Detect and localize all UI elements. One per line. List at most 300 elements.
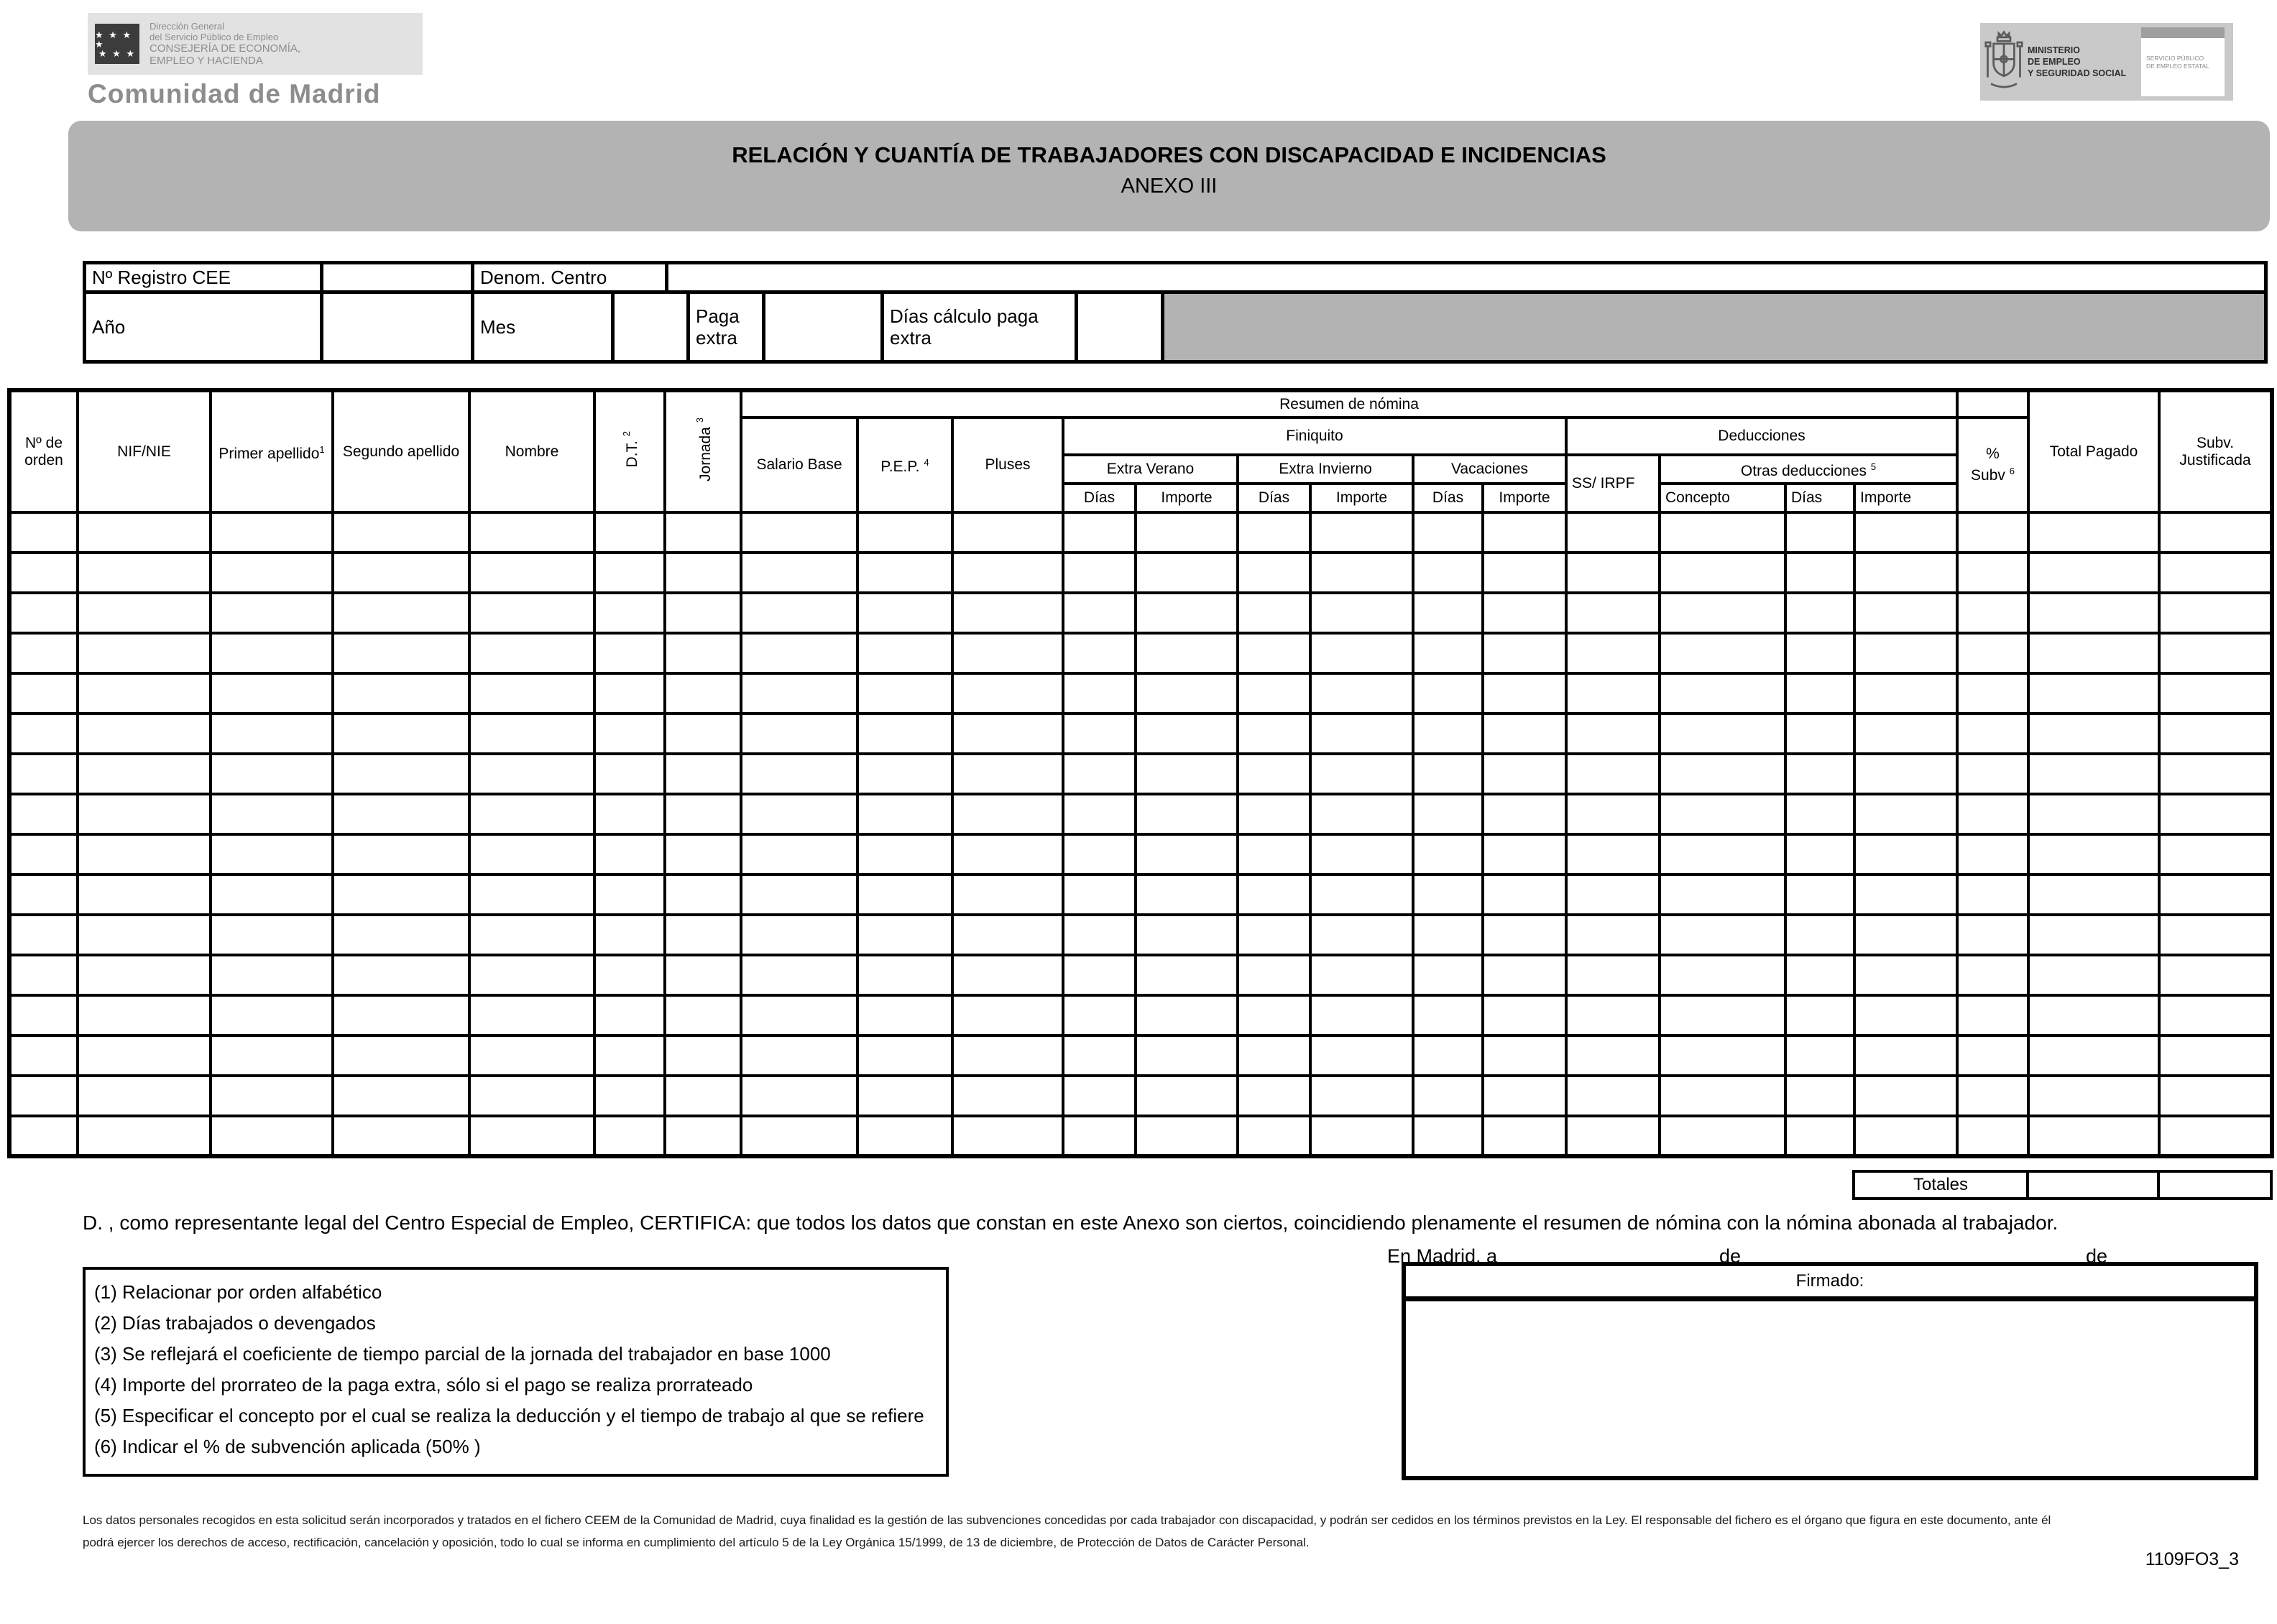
worker-cell[interactable] — [741, 553, 857, 593]
worker-cell[interactable] — [1136, 995, 1238, 1035]
worker-cell[interactable] — [741, 794, 857, 834]
worker-cell[interactable] — [1785, 714, 1854, 754]
worker-cell[interactable] — [1413, 834, 1483, 875]
worker-cell[interactable] — [952, 633, 1063, 673]
worker-cell[interactable] — [1957, 593, 2028, 633]
worker-cell[interactable] — [2028, 794, 2159, 834]
worker-cell[interactable] — [9, 995, 78, 1035]
worker-cell[interactable] — [78, 714, 211, 754]
worker-cell[interactable] — [1566, 633, 1660, 673]
worker-cell[interactable] — [1310, 834, 1413, 875]
worker-cell[interactable] — [1785, 1076, 1854, 1116]
worker-cell[interactable] — [741, 1076, 857, 1116]
worker-cell[interactable] — [333, 754, 469, 794]
worker-cell[interactable] — [78, 915, 211, 955]
worker-cell[interactable] — [1063, 512, 1136, 553]
worker-cell[interactable] — [1063, 673, 1136, 714]
worker-cell[interactable] — [1063, 1035, 1136, 1076]
worker-cell[interactable] — [1854, 995, 1957, 1035]
worker-cell[interactable] — [1660, 673, 1785, 714]
worker-cell[interactable] — [1310, 512, 1413, 553]
worker-cell[interactable] — [1063, 995, 1136, 1035]
worker-cell[interactable] — [1660, 915, 1785, 955]
worker-cell[interactable] — [594, 794, 665, 834]
worker-cell[interactable] — [857, 875, 952, 915]
worker-cell[interactable] — [2028, 1035, 2159, 1076]
worker-cell[interactable] — [665, 1035, 741, 1076]
worker-cell[interactable] — [1310, 633, 1413, 673]
worker-cell[interactable] — [1413, 714, 1483, 754]
worker-cell[interactable] — [1413, 1116, 1483, 1156]
worker-cell[interactable] — [1413, 1076, 1483, 1116]
worker-cell[interactable] — [1238, 673, 1310, 714]
worker-cell[interactable] — [594, 834, 665, 875]
worker-cell[interactable] — [1854, 673, 1957, 714]
worker-cell[interactable] — [211, 512, 333, 553]
worker-cell[interactable] — [1413, 593, 1483, 633]
worker-cell[interactable] — [857, 915, 952, 955]
worker-cell[interactable] — [741, 834, 857, 875]
worker-cell[interactable] — [333, 995, 469, 1035]
worker-cell[interactable] — [1957, 875, 2028, 915]
worker-cell[interactable] — [665, 512, 741, 553]
worker-cell[interactable] — [1957, 714, 2028, 754]
worker-cell[interactable] — [952, 714, 1063, 754]
worker-cell[interactable] — [1957, 1076, 2028, 1116]
worker-cell[interactable] — [741, 512, 857, 553]
worker-cell[interactable] — [333, 834, 469, 875]
worker-cell[interactable] — [1413, 754, 1483, 794]
worker-cell[interactable] — [1957, 834, 2028, 875]
worker-cell[interactable] — [594, 995, 665, 1035]
worker-cell[interactable] — [1310, 1035, 1413, 1076]
worker-cell[interactable] — [9, 915, 78, 955]
worker-cell[interactable] — [1238, 1035, 1310, 1076]
worker-cell[interactable] — [211, 1035, 333, 1076]
worker-cell[interactable] — [9, 875, 78, 915]
worker-cell[interactable] — [1660, 512, 1785, 553]
worker-cell[interactable] — [9, 754, 78, 794]
worker-cell[interactable] — [78, 1116, 211, 1156]
worker-cell[interactable] — [9, 593, 78, 633]
worker-cell[interactable] — [78, 955, 211, 995]
worker-cell[interactable] — [2028, 633, 2159, 673]
worker-cell[interactable] — [2159, 955, 2272, 995]
worker-cell[interactable] — [1063, 1076, 1136, 1116]
worker-cell[interactable] — [1136, 1116, 1238, 1156]
worker-cell[interactable] — [857, 593, 952, 633]
worker-cell[interactable] — [1238, 593, 1310, 633]
worker-cell[interactable] — [9, 714, 78, 754]
worker-cell[interactable] — [1660, 1076, 1785, 1116]
worker-cell[interactable] — [857, 1076, 952, 1116]
worker-cell[interactable] — [78, 673, 211, 714]
worker-cell[interactable] — [665, 875, 741, 915]
worker-cell[interactable] — [1310, 593, 1413, 633]
worker-cell[interactable] — [857, 834, 952, 875]
worker-cell[interactable] — [2159, 794, 2272, 834]
worker-cell[interactable] — [1136, 754, 1238, 794]
worker-cell[interactable] — [2159, 593, 2272, 633]
worker-cell[interactable] — [1566, 754, 1660, 794]
worker-cell[interactable] — [211, 794, 333, 834]
worker-cell[interactable] — [665, 1116, 741, 1156]
worker-cell[interactable] — [741, 1116, 857, 1156]
worker-cell[interactable] — [1238, 1116, 1310, 1156]
worker-cell[interactable] — [1957, 995, 2028, 1035]
worker-cell[interactable] — [1483, 1116, 1566, 1156]
denom-centro-field[interactable] — [668, 264, 2264, 290]
worker-cell[interactable] — [78, 1076, 211, 1116]
worker-cell[interactable] — [1483, 915, 1566, 955]
worker-cell[interactable] — [1238, 553, 1310, 593]
worker-cell[interactable] — [594, 754, 665, 794]
worker-cell[interactable] — [211, 834, 333, 875]
worker-cell[interactable] — [1063, 754, 1136, 794]
worker-cell[interactable] — [1854, 593, 1957, 633]
worker-cell[interactable] — [1854, 512, 1957, 553]
worker-cell[interactable] — [78, 794, 211, 834]
worker-cell[interactable] — [741, 714, 857, 754]
worker-cell[interactable] — [1413, 995, 1483, 1035]
worker-cell[interactable] — [1063, 875, 1136, 915]
worker-cell[interactable] — [1413, 673, 1483, 714]
worker-cell[interactable] — [665, 915, 741, 955]
worker-cell[interactable] — [78, 633, 211, 673]
worker-cell[interactable] — [1785, 633, 1854, 673]
worker-cell[interactable] — [1238, 714, 1310, 754]
worker-cell[interactable] — [211, 1076, 333, 1116]
worker-cell[interactable] — [1063, 633, 1136, 673]
paga-extra-field[interactable] — [765, 294, 884, 360]
worker-cell[interactable] — [1238, 915, 1310, 955]
worker-cell[interactable] — [2159, 875, 2272, 915]
worker-cell[interactable] — [1238, 754, 1310, 794]
worker-cell[interactable] — [1310, 714, 1413, 754]
worker-cell[interactable] — [1238, 995, 1310, 1035]
worker-cell[interactable] — [741, 995, 857, 1035]
worker-cell[interactable] — [1854, 1116, 1957, 1156]
worker-cell[interactable] — [1413, 1035, 1483, 1076]
worker-cell[interactable] — [469, 553, 594, 593]
worker-cell[interactable] — [857, 1116, 952, 1156]
worker-cell[interactable] — [78, 512, 211, 553]
worker-cell[interactable] — [1785, 1116, 1854, 1156]
worker-cell[interactable] — [1660, 633, 1785, 673]
worker-cell[interactable] — [1136, 1076, 1238, 1116]
worker-cell[interactable] — [1136, 1035, 1238, 1076]
worker-cell[interactable] — [1785, 875, 1854, 915]
worker-cell[interactable] — [2028, 1076, 2159, 1116]
worker-cell[interactable] — [1660, 714, 1785, 754]
worker-cell[interactable] — [594, 955, 665, 995]
worker-cell[interactable] — [1854, 553, 1957, 593]
worker-cell[interactable] — [1660, 955, 1785, 995]
worker-cell[interactable] — [2028, 1116, 2159, 1156]
worker-cell[interactable] — [665, 955, 741, 995]
worker-cell[interactable] — [1785, 593, 1854, 633]
worker-cell[interactable] — [1310, 754, 1413, 794]
worker-cell[interactable] — [741, 673, 857, 714]
worker-cell[interactable] — [2159, 754, 2272, 794]
worker-cell[interactable] — [333, 794, 469, 834]
worker-cell[interactable] — [78, 995, 211, 1035]
worker-cell[interactable] — [1854, 915, 1957, 955]
worker-cell[interactable] — [857, 1035, 952, 1076]
worker-cell[interactable] — [1566, 955, 1660, 995]
worker-cell[interactable] — [469, 593, 594, 633]
worker-cell[interactable] — [1136, 955, 1238, 995]
worker-cell[interactable] — [1238, 633, 1310, 673]
worker-cell[interactable] — [665, 633, 741, 673]
worker-cell[interactable] — [2028, 714, 2159, 754]
worker-cell[interactable] — [1136, 915, 1238, 955]
worker-cell[interactable] — [594, 714, 665, 754]
worker-cell[interactable] — [1136, 593, 1238, 633]
worker-cell[interactable] — [1957, 955, 2028, 995]
worker-cell[interactable] — [857, 512, 952, 553]
worker-cell[interactable] — [1310, 673, 1413, 714]
worker-cell[interactable] — [2159, 553, 2272, 593]
worker-cell[interactable] — [741, 754, 857, 794]
worker-cell[interactable] — [1957, 553, 2028, 593]
worker-cell[interactable] — [1854, 633, 1957, 673]
worker-cell[interactable] — [1310, 875, 1413, 915]
worker-cell[interactable] — [1136, 673, 1238, 714]
totales-total-pagado-field[interactable] — [2028, 1171, 2158, 1199]
worker-cell[interactable] — [1854, 1076, 1957, 1116]
worker-cell[interactable] — [1957, 512, 2028, 553]
worker-cell[interactable] — [9, 834, 78, 875]
worker-cell[interactable] — [1660, 995, 1785, 1035]
worker-cell[interactable] — [952, 834, 1063, 875]
worker-cell[interactable] — [952, 553, 1063, 593]
worker-cell[interactable] — [333, 1116, 469, 1156]
worker-cell[interactable] — [952, 673, 1063, 714]
worker-cell[interactable] — [9, 794, 78, 834]
worker-cell[interactable] — [1566, 995, 1660, 1035]
worker-cell[interactable] — [1566, 794, 1660, 834]
worker-cell[interactable] — [1413, 875, 1483, 915]
worker-cell[interactable] — [1483, 875, 1566, 915]
worker-cell[interactable] — [1483, 1076, 1566, 1116]
worker-cell[interactable] — [9, 512, 78, 553]
worker-cell[interactable] — [211, 995, 333, 1035]
worker-cell[interactable] — [1854, 714, 1957, 754]
worker-cell[interactable] — [1136, 714, 1238, 754]
worker-cell[interactable] — [857, 995, 952, 1035]
worker-cell[interactable] — [1566, 875, 1660, 915]
worker-cell[interactable] — [9, 633, 78, 673]
worker-cell[interactable] — [594, 673, 665, 714]
worker-cell[interactable] — [2159, 1116, 2272, 1156]
worker-cell[interactable] — [211, 553, 333, 593]
worker-cell[interactable] — [1483, 794, 1566, 834]
worker-cell[interactable] — [211, 593, 333, 633]
worker-cell[interactable] — [469, 633, 594, 673]
worker-cell[interactable] — [333, 673, 469, 714]
worker-cell[interactable] — [1063, 553, 1136, 593]
worker-cell[interactable] — [594, 915, 665, 955]
worker-cell[interactable] — [665, 553, 741, 593]
worker-cell[interactable] — [1483, 593, 1566, 633]
worker-cell[interactable] — [1785, 794, 1854, 834]
worker-cell[interactable] — [1566, 512, 1660, 553]
worker-cell[interactable] — [857, 553, 952, 593]
worker-cell[interactable] — [2159, 512, 2272, 553]
worker-cell[interactable] — [952, 1076, 1063, 1116]
worker-cell[interactable] — [211, 915, 333, 955]
worker-cell[interactable] — [1566, 1116, 1660, 1156]
worker-cell[interactable] — [2159, 995, 2272, 1035]
worker-cell[interactable] — [1566, 1076, 1660, 1116]
worker-cell[interactable] — [857, 955, 952, 995]
mes-field[interactable] — [615, 294, 690, 360]
worker-cell[interactable] — [1957, 633, 2028, 673]
worker-cell[interactable] — [469, 1076, 594, 1116]
worker-cell[interactable] — [1957, 754, 2028, 794]
worker-cell[interactable] — [1310, 915, 1413, 955]
worker-cell[interactable] — [594, 1076, 665, 1116]
worker-cell[interactable] — [1785, 834, 1854, 875]
worker-cell[interactable] — [1785, 995, 1854, 1035]
worker-cell[interactable] — [333, 915, 469, 955]
worker-cell[interactable] — [665, 794, 741, 834]
worker-cell[interactable] — [211, 754, 333, 794]
worker-cell[interactable] — [741, 593, 857, 633]
worker-cell[interactable] — [594, 1116, 665, 1156]
worker-cell[interactable] — [594, 633, 665, 673]
worker-cell[interactable] — [78, 754, 211, 794]
worker-cell[interactable] — [857, 794, 952, 834]
worker-cell[interactable] — [1238, 834, 1310, 875]
registro-cee-field[interactable] — [323, 264, 474, 290]
worker-cell[interactable] — [333, 955, 469, 995]
worker-cell[interactable] — [665, 995, 741, 1035]
worker-cell[interactable] — [1063, 955, 1136, 995]
worker-cell[interactable] — [1660, 1035, 1785, 1076]
worker-cell[interactable] — [469, 1116, 594, 1156]
worker-cell[interactable] — [1483, 714, 1566, 754]
worker-cell[interactable] — [2028, 875, 2159, 915]
worker-cell[interactable] — [1483, 995, 1566, 1035]
worker-cell[interactable] — [857, 714, 952, 754]
worker-cell[interactable] — [9, 1076, 78, 1116]
worker-cell[interactable] — [2028, 915, 2159, 955]
worker-cell[interactable] — [1957, 1035, 2028, 1076]
worker-cell[interactable] — [1566, 673, 1660, 714]
anio-field[interactable] — [323, 294, 474, 360]
worker-cell[interactable] — [594, 875, 665, 915]
worker-cell[interactable] — [665, 593, 741, 633]
worker-cell[interactable] — [2159, 714, 2272, 754]
worker-cell[interactable] — [469, 875, 594, 915]
worker-cell[interactable] — [1854, 794, 1957, 834]
worker-cell[interactable] — [1660, 834, 1785, 875]
worker-cell[interactable] — [2028, 754, 2159, 794]
worker-cell[interactable] — [665, 673, 741, 714]
worker-cell[interactable] — [1785, 1035, 1854, 1076]
worker-cell[interactable] — [665, 754, 741, 794]
worker-cell[interactable] — [469, 754, 594, 794]
totales-subv-justificada-field[interactable] — [2158, 1171, 2271, 1199]
worker-cell[interactable] — [1483, 754, 1566, 794]
worker-cell[interactable] — [665, 714, 741, 754]
worker-cell[interactable] — [1785, 553, 1854, 593]
worker-cell[interactable] — [741, 1035, 857, 1076]
worker-cell[interactable] — [2159, 673, 2272, 714]
worker-cell[interactable] — [952, 955, 1063, 995]
worker-cell[interactable] — [333, 875, 469, 915]
worker-cell[interactable] — [1063, 834, 1136, 875]
worker-cell[interactable] — [1566, 553, 1660, 593]
worker-cell[interactable] — [952, 794, 1063, 834]
worker-cell[interactable] — [469, 673, 594, 714]
worker-cell[interactable] — [211, 875, 333, 915]
worker-cell[interactable] — [211, 633, 333, 673]
worker-cell[interactable] — [1660, 875, 1785, 915]
worker-cell[interactable] — [469, 512, 594, 553]
worker-cell[interactable] — [1136, 633, 1238, 673]
worker-cell[interactable] — [1660, 553, 1785, 593]
worker-cell[interactable] — [1785, 754, 1854, 794]
worker-cell[interactable] — [211, 1116, 333, 1156]
worker-cell[interactable] — [1854, 955, 1957, 995]
worker-cell[interactable] — [333, 512, 469, 553]
worker-cell[interactable] — [1785, 673, 1854, 714]
worker-cell[interactable] — [9, 1116, 78, 1156]
worker-cell[interactable] — [1136, 553, 1238, 593]
worker-cell[interactable] — [857, 633, 952, 673]
worker-cell[interactable] — [2159, 834, 2272, 875]
worker-cell[interactable] — [1310, 955, 1413, 995]
worker-cell[interactable] — [952, 915, 1063, 955]
worker-cell[interactable] — [1413, 955, 1483, 995]
worker-cell[interactable] — [2028, 553, 2159, 593]
worker-cell[interactable] — [857, 754, 952, 794]
worker-cell[interactable] — [333, 714, 469, 754]
worker-cell[interactable] — [952, 995, 1063, 1035]
worker-cell[interactable] — [2028, 593, 2159, 633]
worker-cell[interactable] — [1483, 834, 1566, 875]
worker-cell[interactable] — [2159, 1035, 2272, 1076]
worker-cell[interactable] — [1660, 593, 1785, 633]
worker-cell[interactable] — [1566, 834, 1660, 875]
worker-cell[interactable] — [952, 875, 1063, 915]
worker-cell[interactable] — [594, 593, 665, 633]
worker-cell[interactable] — [741, 633, 857, 673]
worker-cell[interactable] — [857, 673, 952, 714]
worker-cell[interactable] — [9, 673, 78, 714]
worker-cell[interactable] — [469, 915, 594, 955]
worker-cell[interactable] — [1136, 875, 1238, 915]
worker-cell[interactable] — [1413, 512, 1483, 553]
worker-cell[interactable] — [594, 512, 665, 553]
worker-cell[interactable] — [1413, 794, 1483, 834]
worker-cell[interactable] — [1854, 1035, 1957, 1076]
worker-cell[interactable] — [78, 875, 211, 915]
worker-cell[interactable] — [9, 955, 78, 995]
worker-cell[interactable] — [2028, 512, 2159, 553]
worker-cell[interactable] — [594, 553, 665, 593]
worker-cell[interactable] — [333, 633, 469, 673]
worker-cell[interactable] — [1566, 915, 1660, 955]
worker-cell[interactable] — [1238, 955, 1310, 995]
worker-cell[interactable] — [1063, 915, 1136, 955]
worker-cell[interactable] — [1854, 875, 1957, 915]
worker-cell[interactable] — [1957, 1116, 2028, 1156]
worker-cell[interactable] — [469, 834, 594, 875]
